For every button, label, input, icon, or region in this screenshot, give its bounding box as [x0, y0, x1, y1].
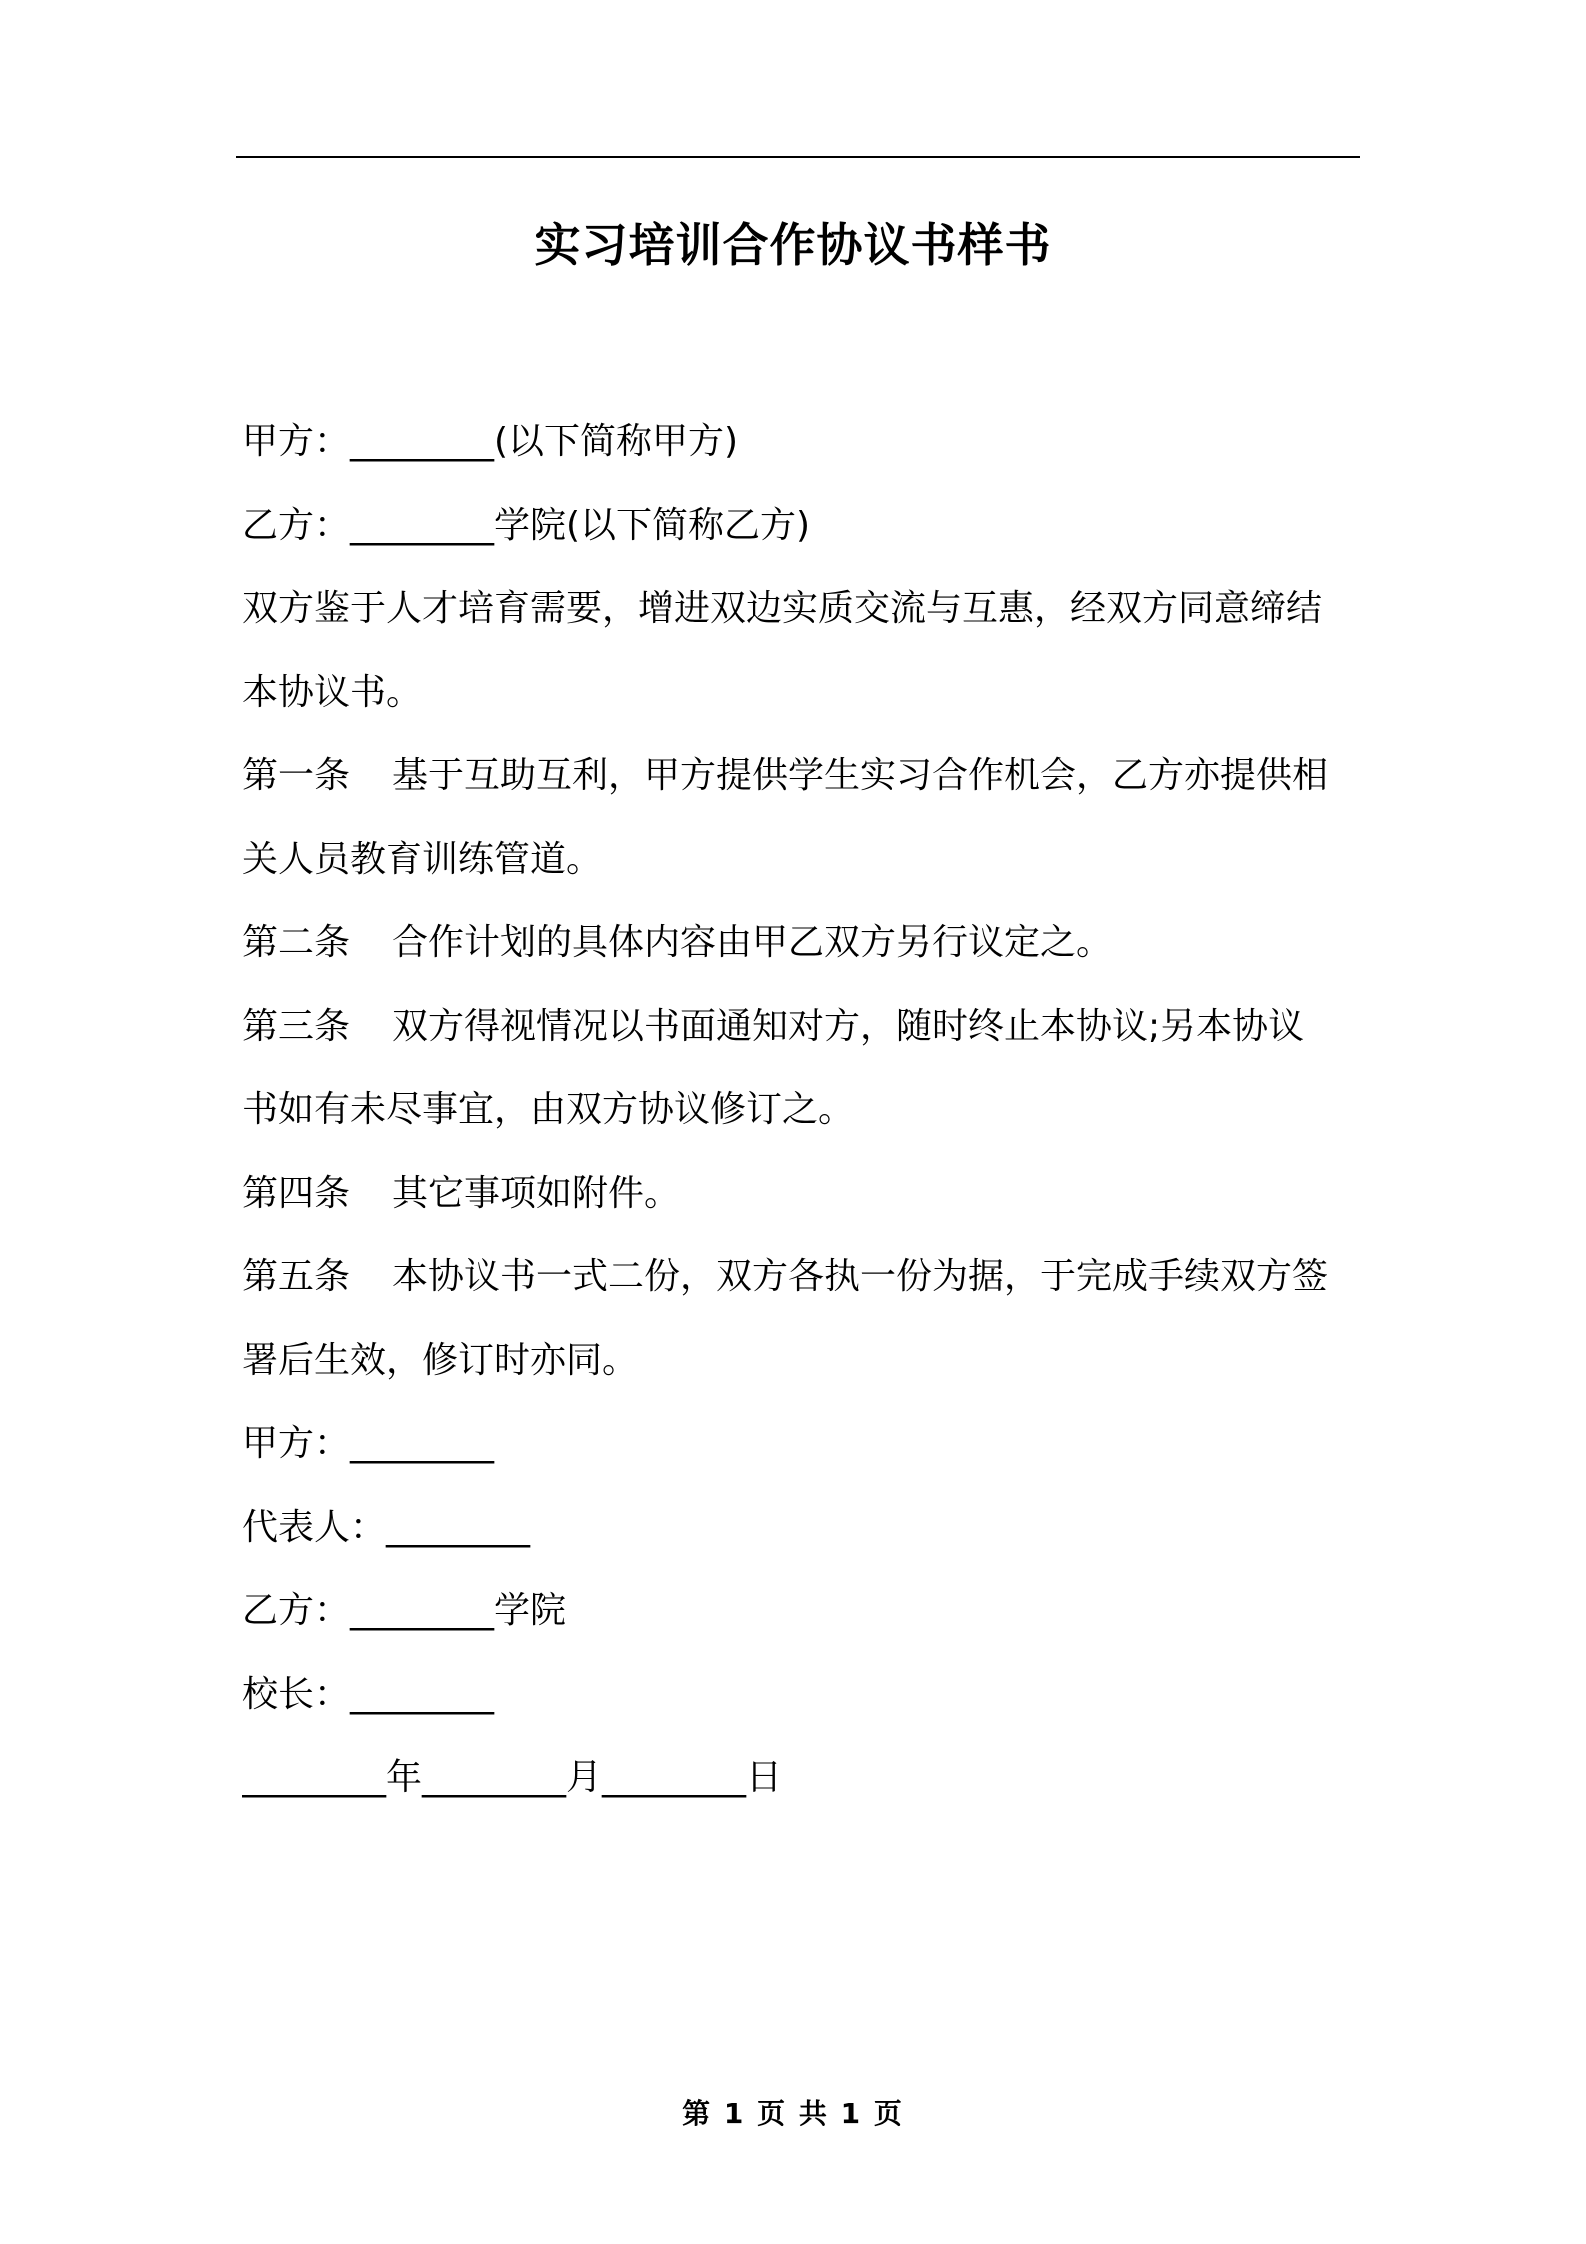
intro-line-1: 双方鉴于人才培育需要，增进双边实质交流与互惠，经双方同意缔结 [242, 588, 1323, 629]
signature-party-b: 乙方：________学院 [242, 1590, 567, 1631]
party-a-line: 甲方：________(以下简称甲方) [242, 421, 739, 462]
signature-date: ________年________月________日 [242, 1757, 782, 1798]
page-number-footer: 第 1 页 共 1 页 [682, 2097, 904, 2130]
article-text: 双方得视情况以书面通知对方，随时终止本协议;另本协议 [392, 1005, 1305, 1047]
article-3-line-2: 书如有未尽事宜，由双方协议修订之。 [242, 1089, 855, 1130]
article-3-line-1 [242, 985, 1362, 1069]
document-body [242, 400, 1362, 1820]
article-text: 本协议书一式二份，双方各执一份为据，于完成手续双方签 [392, 1256, 1329, 1297]
document-title: 实习培训合作协议书样书 [534, 218, 1052, 272]
article-label: 第一条 [242, 755, 351, 796]
signature-representative: 代表人：________ [242, 1506, 531, 1548]
article-label: 第四条 [242, 1172, 351, 1214]
signature-principal: 校长：________ [242, 1673, 495, 1715]
intro-line-2: 本协议书。 [242, 671, 423, 713]
article-1-line-1 [242, 734, 1362, 818]
party-b-line: 乙方：________学院(以下简称乙方) [242, 504, 811, 546]
article-text: 其它事项如附件。 [392, 1172, 681, 1214]
article-label: 第三条 [242, 1005, 351, 1047]
article-text: 合作计划的具体内容由甲乙双方另行议定之。 [392, 922, 1113, 963]
article-label: 第二条 [242, 922, 351, 963]
signature-party-a: 甲方：________ [242, 1423, 495, 1464]
article-5-line-2: 署后生效，修订时亦同。 [242, 1339, 639, 1381]
article-text: 基于互助互利，甲方提供学生实习合作机会，乙方亦提供相 [392, 755, 1329, 796]
article-4-line-1 [242, 1152, 1362, 1236]
article-5-line-1 [242, 1235, 1362, 1319]
header-rule [236, 156, 1360, 158]
article-2-line-1 [242, 901, 1362, 985]
article-label: 第五条 [242, 1256, 351, 1297]
article-1-line-2: 关人员教育训练管道。 [242, 838, 603, 880]
